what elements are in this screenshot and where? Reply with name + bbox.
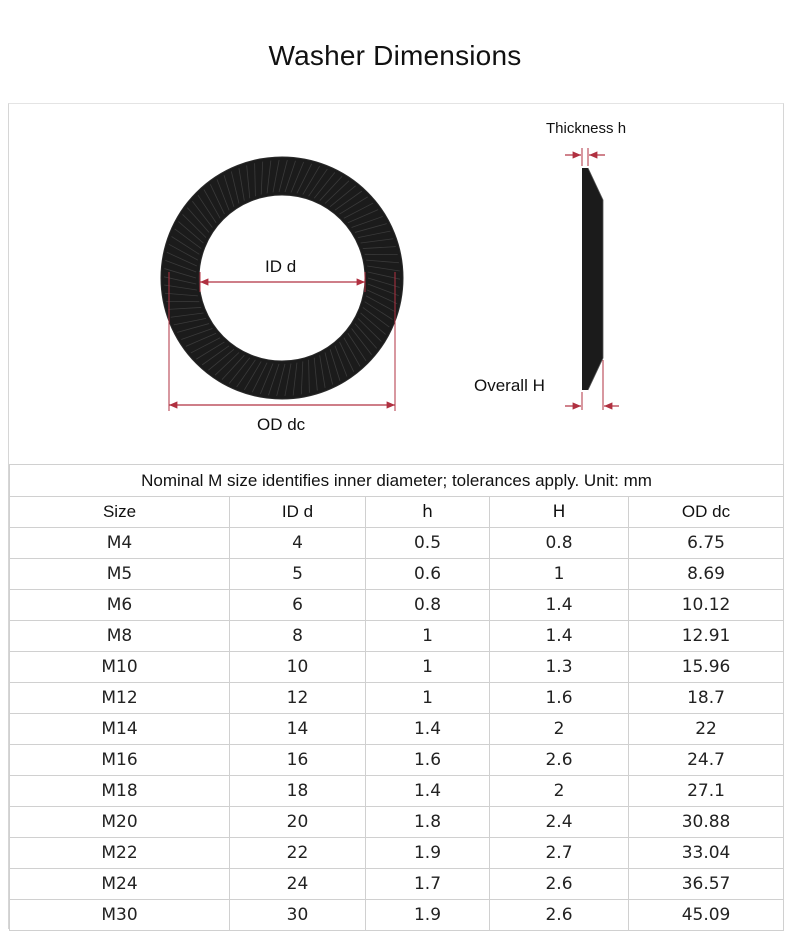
cell-id: 12 — [230, 683, 366, 714]
washer-side-view — [582, 168, 603, 390]
cell-od: 33.04 — [629, 838, 784, 869]
cell-id: 24 — [230, 869, 366, 900]
table-row — [10, 621, 784, 652]
cell-id: 6 — [230, 590, 366, 621]
cell-id: 4 — [230, 528, 366, 559]
cell-id: 16 — [230, 745, 366, 776]
cell-od: 12.91 — [629, 621, 784, 652]
cell-od: 27.1 — [629, 776, 784, 807]
dimensions-table-wrap — [9, 464, 783, 931]
washer-front-view — [161, 157, 403, 399]
cell-od: 15.96 — [629, 652, 784, 683]
table-row — [10, 869, 784, 900]
cell-id: 20 — [230, 807, 366, 838]
cell-overall-h: 2.4 — [490, 807, 629, 838]
cell-size: M5 — [10, 559, 230, 590]
table-row — [10, 652, 784, 683]
table-row — [10, 745, 784, 776]
cell-overall-h: 2.6 — [490, 745, 629, 776]
cell-id: 30 — [230, 900, 366, 931]
cell-overall-h: 1.3 — [490, 652, 629, 683]
table-row — [10, 838, 784, 869]
cell-size: M4 — [10, 528, 230, 559]
table-note: Nominal M size identifies inner diameter; tolerances apply. Unit: mm — [10, 465, 784, 497]
cell-overall-h: 2.6 — [490, 900, 629, 931]
cell-id: 22 — [230, 838, 366, 869]
cell-id: 5 — [230, 559, 366, 590]
cell-size: M30 — [10, 900, 230, 931]
od-label: OD dc — [257, 415, 306, 434]
table-row — [10, 807, 784, 838]
cell-overall-h: 1.4 — [490, 590, 629, 621]
cell-size: M20 — [10, 807, 230, 838]
page-title: Washer Dimensions — [268, 40, 522, 71]
cell-overall-h: 2.7 — [490, 838, 629, 869]
cell-size: M16 — [10, 745, 230, 776]
cell-h: 1 — [366, 652, 490, 683]
cell-size: M22 — [10, 838, 230, 869]
cell-od: 10.12 — [629, 590, 784, 621]
cell-od: 6.75 — [629, 528, 784, 559]
spec-panel — [8, 103, 784, 929]
cell-od: 30.88 — [629, 807, 784, 838]
cell-size: M12 — [10, 683, 230, 714]
cell-h: 1.9 — [366, 838, 490, 869]
table-row — [10, 590, 784, 621]
cell-h: 1.7 — [366, 869, 490, 900]
cell-h: 1.4 — [366, 776, 490, 807]
table-row — [10, 776, 784, 807]
cell-size: M6 — [10, 590, 230, 621]
cell-id: 10 — [230, 652, 366, 683]
cell-size: M14 — [10, 714, 230, 745]
cell-id: 8 — [230, 621, 366, 652]
cell-id: 18 — [230, 776, 366, 807]
cell-overall-h: 2 — [490, 776, 629, 807]
cell-size: M24 — [10, 869, 230, 900]
header-overall-h: H — [490, 497, 629, 528]
cell-h: 1.9 — [366, 900, 490, 931]
cell-h: 1 — [366, 683, 490, 714]
washer-drawing — [9, 104, 783, 464]
cell-size: M10 — [10, 652, 230, 683]
overall-label: Overall H — [474, 376, 545, 395]
cell-size: M18 — [10, 776, 230, 807]
cell-od: 36.57 — [629, 869, 784, 900]
cell-od: 22 — [629, 714, 784, 745]
thickness-dimension-line — [565, 148, 605, 166]
table-row — [10, 683, 784, 714]
cell-h: 0.6 — [366, 559, 490, 590]
header-od: OD dc — [629, 497, 784, 528]
cell-h: 1.4 — [366, 714, 490, 745]
id-label: ID d — [265, 257, 297, 276]
cell-overall-h: 2.6 — [490, 869, 629, 900]
table-header-row — [10, 497, 784, 528]
cell-size: M8 — [10, 621, 230, 652]
table-row — [10, 528, 784, 559]
cell-h: 0.8 — [366, 590, 490, 621]
dimensions-table — [9, 464, 784, 931]
cell-h: 1.8 — [366, 807, 490, 838]
cell-overall-h: 1 — [490, 559, 629, 590]
table-row — [10, 714, 784, 745]
cell-overall-h: 2 — [490, 714, 629, 745]
cell-od: 18.7 — [629, 683, 784, 714]
cell-od: 8.69 — [629, 559, 784, 590]
washer-diagram — [9, 104, 783, 464]
cell-overall-h: 1.4 — [490, 621, 629, 652]
cell-overall-h: 1.6 — [490, 683, 629, 714]
header-h: h — [366, 497, 490, 528]
cell-od: 24.7 — [629, 745, 784, 776]
cell-h: 1.6 — [366, 745, 490, 776]
thickness-label: Thickness h — [546, 120, 627, 137]
cell-id: 14 — [230, 714, 366, 745]
header-size: Size — [10, 497, 230, 528]
table-row — [10, 900, 784, 931]
cell-od: 45.09 — [629, 900, 784, 931]
cell-overall-h: 0.8 — [490, 528, 629, 559]
header-id: ID d — [230, 497, 366, 528]
table-row — [10, 559, 784, 590]
cell-h: 0.5 — [366, 528, 490, 559]
cell-h: 1 — [366, 621, 490, 652]
